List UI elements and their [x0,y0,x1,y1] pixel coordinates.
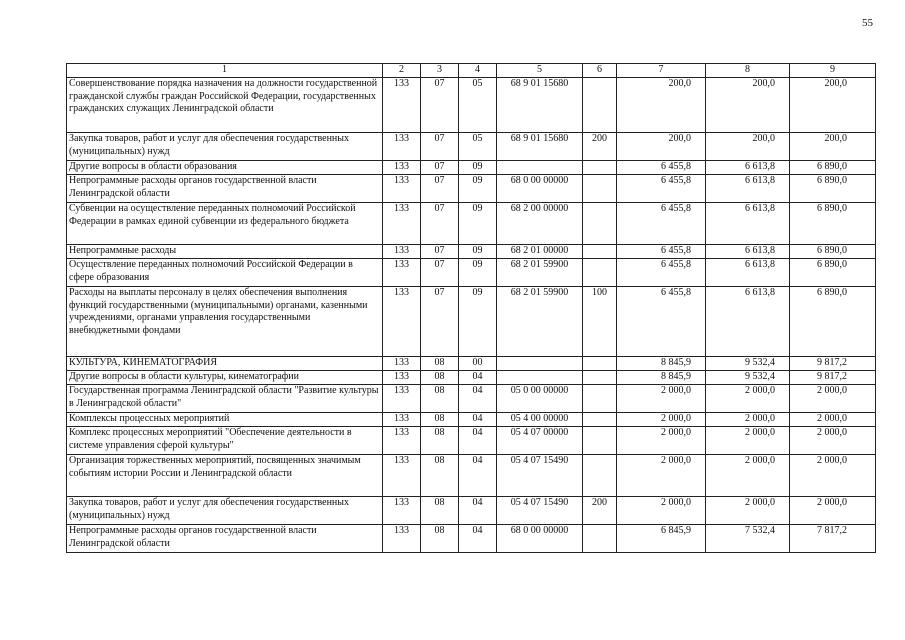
cell-expense-type [583,427,617,455]
cell-amount-year1: 200,0 [617,133,706,161]
cell-amount-year2: 2 000,0 [706,455,790,497]
column-header: 2 [383,64,421,78]
cell-expense-type: 100 [583,287,617,357]
cell-admin-code: 133 [383,133,421,161]
cell-section: 08 [421,525,459,553]
table-row [67,357,876,371]
cell-name: Закупка товаров, работ и услуг для обеспечения государственных (муниципальных) нужд [67,497,383,525]
cell-target-article [497,161,583,175]
table-row [67,133,876,161]
cell-name: Организация торжественных мероприятий, посвященных значимым событиям истории России и Ленинградской области [67,455,383,497]
cell-amount-year2: 2 000,0 [706,497,790,525]
cell-amount-year3: 6 890,0 [790,287,876,357]
cell-amount-year3: 6 890,0 [790,203,876,245]
cell-target-article [497,371,583,385]
table-row [67,287,876,357]
table-row [67,455,876,497]
column-header: 8 [706,64,790,78]
cell-name: Непрограммные расходы органов государственной власти Ленинградской области [67,175,383,203]
cell-section: 07 [421,133,459,161]
cell-amount-year3: 9 817,2 [790,357,876,371]
cell-expense-type [583,385,617,413]
table-row [67,525,876,553]
cell-admin-code: 133 [383,78,421,133]
cell-expense-type [583,161,617,175]
table-row [67,385,876,413]
cell-expense-type [583,371,617,385]
cell-amount-year2: 6 613,8 [706,175,790,203]
cell-admin-code: 133 [383,245,421,259]
cell-subsection: 04 [459,371,497,385]
cell-expense-type [583,357,617,371]
column-header: 6 [583,64,617,78]
cell-section: 07 [421,78,459,133]
cell-amount-year2: 7 532,4 [706,525,790,553]
cell-expense-type [583,455,617,497]
cell-name: Комплекс процессных мероприятий "Обеспечение деятельности в системе управления сферой культуры" [67,427,383,455]
cell-admin-code: 133 [383,413,421,427]
column-header: 5 [497,64,583,78]
cell-subsection: 09 [459,203,497,245]
cell-subsection: 05 [459,78,497,133]
cell-name: Другие вопросы в области культуры, кинематографии [67,371,383,385]
cell-subsection: 04 [459,497,497,525]
cell-amount-year3: 2 000,0 [790,497,876,525]
cell-amount-year2: 2 000,0 [706,385,790,413]
cell-name: Совершенствование порядка назначения на должности государственной гражданской службы граждан Российской Федерации, государственных гражданских служащих Ленинградской области [67,78,383,133]
cell-target-article: 05 4 00 00000 [497,413,583,427]
cell-amount-year1: 6 455,8 [617,203,706,245]
cell-subsection: 05 [459,133,497,161]
cell-section: 07 [421,287,459,357]
cell-amount-year2: 6 613,8 [706,245,790,259]
cell-amount-year2: 6 613,8 [706,259,790,287]
cell-amount-year1: 8 845,9 [617,357,706,371]
cell-amount-year1: 200,0 [617,78,706,133]
cell-amount-year1: 2 000,0 [617,497,706,525]
cell-section: 08 [421,385,459,413]
cell-amount-year1: 2 000,0 [617,455,706,497]
column-header: 1 [67,64,383,78]
cell-amount-year2: 200,0 [706,78,790,133]
cell-name: КУЛЬТУРА, КИНЕМАТОГРАФИЯ [67,357,383,371]
cell-amount-year2: 6 613,8 [706,203,790,245]
table-row [67,259,876,287]
budget-table [66,63,876,553]
column-header: 7 [617,64,706,78]
cell-expense-type [583,175,617,203]
cell-expense-type [583,78,617,133]
cell-subsection: 00 [459,357,497,371]
cell-admin-code: 133 [383,497,421,525]
cell-subsection: 04 [459,455,497,497]
cell-name: Комплексы процессных мероприятий [67,413,383,427]
cell-admin-code: 133 [383,287,421,357]
cell-amount-year2: 6 613,8 [706,161,790,175]
cell-target-article: 68 0 00 00000 [497,525,583,553]
cell-amount-year2: 9 532,4 [706,371,790,385]
cell-name: Другие вопросы в области образования [67,161,383,175]
cell-amount-year3: 6 890,0 [790,175,876,203]
cell-target-article: 68 2 01 59900 [497,259,583,287]
page-number: 55 [862,17,873,29]
cell-expense-type [583,259,617,287]
cell-amount-year3: 2 000,0 [790,455,876,497]
cell-expense-type: 200 [583,497,617,525]
cell-subsection: 09 [459,287,497,357]
table-row [67,78,876,133]
cell-admin-code: 133 [383,203,421,245]
cell-target-article: 05 4 07 00000 [497,427,583,455]
column-header: 3 [421,64,459,78]
cell-admin-code: 133 [383,371,421,385]
cell-amount-year2: 9 532,4 [706,357,790,371]
cell-amount-year2: 6 613,8 [706,287,790,357]
cell-section: 07 [421,245,459,259]
cell-subsection: 04 [459,413,497,427]
cell-section: 07 [421,161,459,175]
cell-expense-type [583,245,617,259]
cell-name: Расходы на выплаты персоналу в целях обеспечения выполнения функций государственными (муниципальными) органами, казенными учреждениями, органами управления государственными внебюджетными фондами [67,287,383,357]
cell-amount-year1: 6 845,9 [617,525,706,553]
cell-target-article: 05 4 07 15490 [497,497,583,525]
cell-section: 08 [421,455,459,497]
cell-admin-code: 133 [383,455,421,497]
cell-amount-year1: 6 455,8 [617,175,706,203]
cell-name: Государственная программа Ленинградской области "Развитие культуры в Ленинградской области" [67,385,383,413]
cell-section: 07 [421,203,459,245]
cell-amount-year3: 2 000,0 [790,427,876,455]
cell-admin-code: 133 [383,385,421,413]
cell-subsection: 09 [459,245,497,259]
cell-amount-year3: 7 817,2 [790,525,876,553]
column-header: 9 [790,64,876,78]
cell-name: Непрограммные расходы [67,245,383,259]
cell-expense-type [583,525,617,553]
table-row [67,175,876,203]
cell-expense-type [583,203,617,245]
cell-section: 07 [421,259,459,287]
table-row [67,497,876,525]
cell-admin-code: 133 [383,357,421,371]
cell-target-article: 68 0 00 00000 [497,175,583,203]
cell-amount-year1: 8 845,9 [617,371,706,385]
cell-section: 08 [421,357,459,371]
cell-name: Осуществление переданных полномочий Российской Федерации в сфере образования [67,259,383,287]
cell-section: 07 [421,175,459,203]
cell-target-article: 05 0 00 00000 [497,385,583,413]
cell-amount-year2: 200,0 [706,133,790,161]
cell-amount-year3: 6 890,0 [790,245,876,259]
cell-admin-code: 133 [383,525,421,553]
cell-amount-year3: 2 000,0 [790,385,876,413]
cell-subsection: 04 [459,385,497,413]
cell-amount-year3: 6 890,0 [790,259,876,287]
cell-subsection: 09 [459,175,497,203]
cell-section: 08 [421,371,459,385]
cell-amount-year1: 2 000,0 [617,413,706,427]
cell-amount-year1: 6 455,8 [617,259,706,287]
cell-amount-year1: 6 455,8 [617,245,706,259]
cell-target-article: 68 9 01 15680 [497,133,583,161]
table-row [67,413,876,427]
cell-amount-year3: 6 890,0 [790,161,876,175]
cell-target-article: 68 2 01 00000 [497,245,583,259]
cell-subsection: 04 [459,427,497,455]
cell-expense-type [583,413,617,427]
cell-amount-year1: 2 000,0 [617,385,706,413]
cell-name: Субвенции на осуществление переданных полномочий Российской Федерации в рамках единой субвенции из федерального бюджета [67,203,383,245]
cell-admin-code: 133 [383,175,421,203]
cell-amount-year3: 200,0 [790,133,876,161]
table-row [67,371,876,385]
cell-amount-year3: 200,0 [790,78,876,133]
cell-amount-year2: 2 000,0 [706,413,790,427]
cell-section: 08 [421,413,459,427]
cell-amount-year1: 6 455,8 [617,287,706,357]
table-row [67,245,876,259]
cell-amount-year1: 6 455,8 [617,161,706,175]
cell-admin-code: 133 [383,427,421,455]
cell-subsection: 04 [459,525,497,553]
cell-admin-code: 133 [383,161,421,175]
cell-section: 08 [421,497,459,525]
table-row [67,161,876,175]
cell-target-article: 68 9 01 15680 [497,78,583,133]
cell-expense-type: 200 [583,133,617,161]
cell-amount-year2: 2 000,0 [706,427,790,455]
column-header: 4 [459,64,497,78]
cell-name: Закупка товаров, работ и услуг для обеспечения государственных (муниципальных) нужд [67,133,383,161]
cell-amount-year1: 2 000,0 [617,427,706,455]
cell-subsection: 09 [459,161,497,175]
table-row [67,427,876,455]
cell-subsection: 09 [459,259,497,287]
cell-target-article: 05 4 07 15490 [497,455,583,497]
header-row [67,64,876,78]
cell-target-article: 68 2 01 59900 [497,287,583,357]
table-row [67,203,876,245]
cell-admin-code: 133 [383,259,421,287]
cell-target-article [497,357,583,371]
cell-section: 08 [421,427,459,455]
cell-amount-year3: 2 000,0 [790,413,876,427]
cell-target-article: 68 2 00 00000 [497,203,583,245]
cell-name: Непрограммные расходы органов государственной власти Ленинградской области [67,525,383,553]
cell-amount-year3: 9 817,2 [790,371,876,385]
